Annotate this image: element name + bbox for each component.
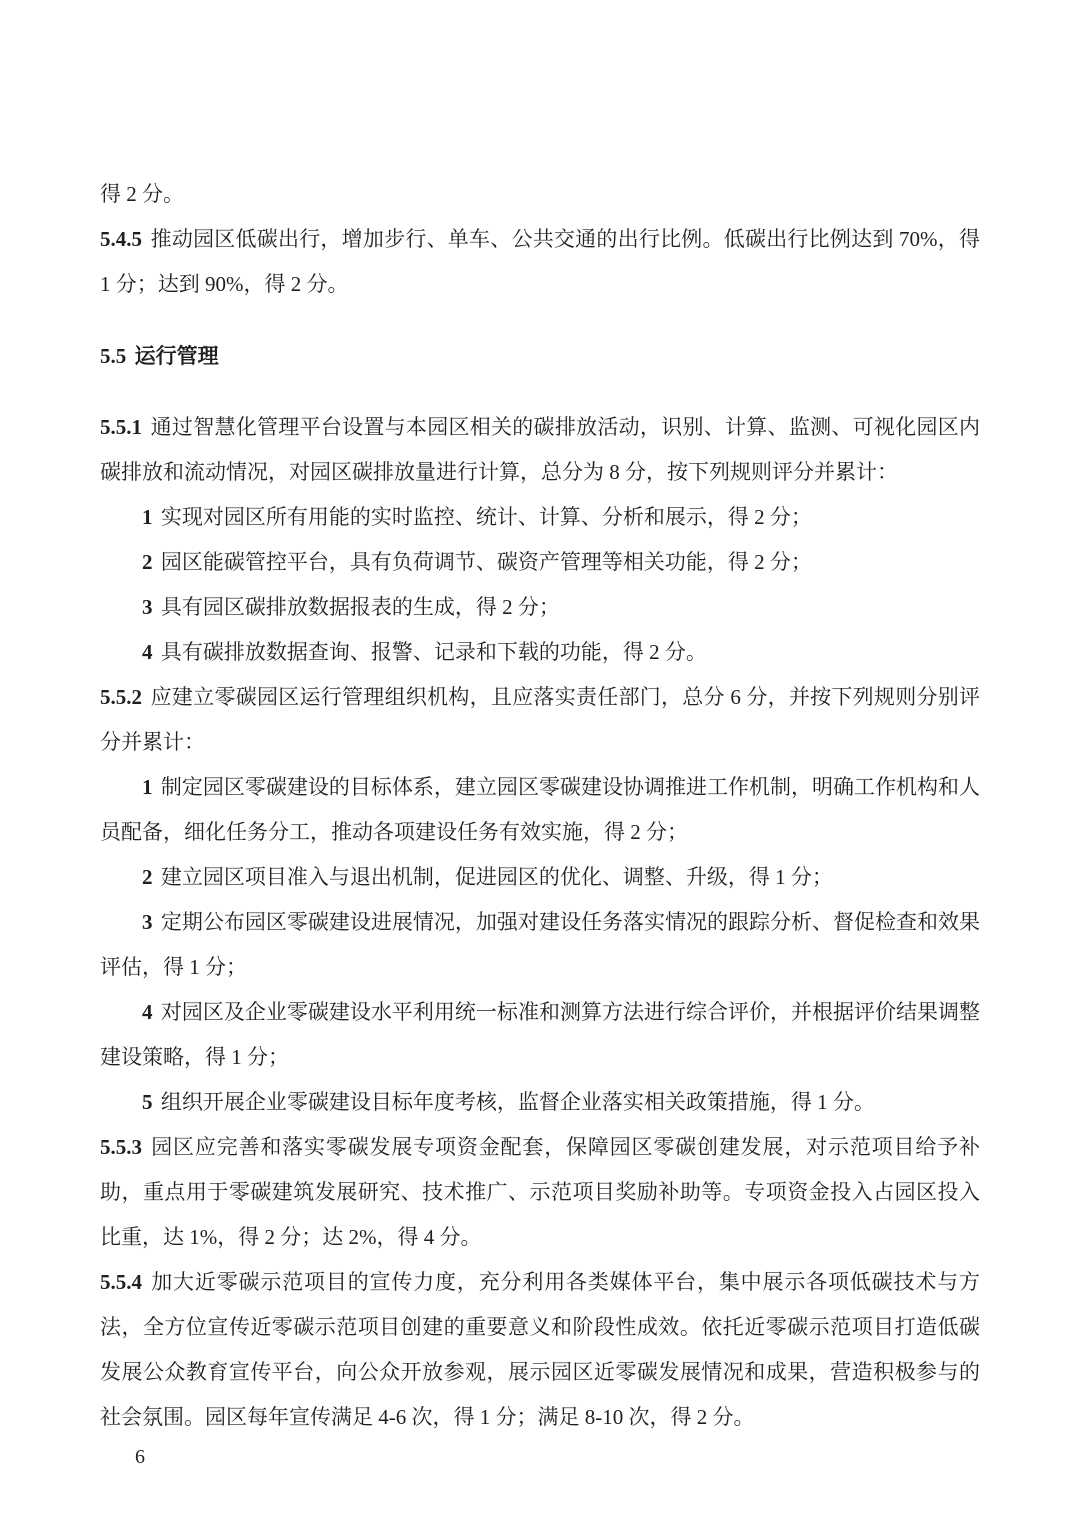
paragraph-text: 通过智慧化管理平台设置与本园区相关的碳排放活动，识别、计算、监测、可视化园区内碳排放和流动情况，对园区碳排放量进行计算，总分为 8 分，按下列规则评分并累计：: [100, 415, 980, 484]
paragraph-5-5-1: [100, 405, 980, 495]
paragraph-text: 应建立零碳园区运行管理组织机构，且应落实责任部门，总分 6 分，并按下列规则分别评分并累计：: [100, 685, 980, 754]
item-number: 5: [142, 1090, 153, 1114]
item-text: 实现对园区所有用能的实时监控、统计、计算、分析和展示，得 2 分；: [160, 505, 812, 529]
item-number: 3: [142, 595, 153, 619]
item-text: 具有碳排放数据查询、报警、记录和下载的功能，得 2 分。: [160, 640, 707, 664]
section-number: 5.5: [100, 344, 127, 368]
item-text: 对园区及企业零碳建设水平利用统一标准和测算方法进行综合评价，并根据评价结果调整建设策略，得 1 分；: [100, 1000, 980, 1069]
list-item-5-5-2-3: [100, 900, 980, 990]
item-text: 组织开展企业零碳建设目标年度考核，监督企业落实相关政策措施，得 1 分。: [160, 1090, 875, 1114]
paragraph-5-5-2: [100, 675, 980, 765]
item-number: 2: [142, 550, 153, 574]
paragraph-text: 加大近零碳示范项目的宣传力度，充分利用各类媒体平台，集中展示各项低碳技术与方法，全方位宣传近零碳示范项目创建的重要意义和阶段性成效。依托近零碳示范项目打造低碳发展公众教育宣传平台，向公众开放参观，展示园区近零碳发展情况和成果，营造积极参与的社会氛围。园区每年宣传满足 4-6 次，得 1 分；满足 8-10 次，得 2 分。: [100, 1270, 980, 1429]
paragraph-5-5-3: [100, 1125, 980, 1260]
item-number: 4: [142, 640, 153, 664]
item-text: 具有园区碳排放数据报表的生成，得 2 分；: [160, 595, 560, 619]
clause-number: 5.5.3: [100, 1135, 142, 1159]
list-item-5-5-2-4: [100, 990, 980, 1080]
item-text: 定期公布园区零碳建设进展情况，加强对建设任务落实情况的跟踪分析、督促检查和效果评估，得 1 分；: [100, 910, 980, 979]
list-item-5-5-1-1: [100, 495, 980, 540]
list-item-5-5-2-5: [100, 1080, 980, 1125]
paragraph-5-4-5: [100, 217, 980, 307]
clause-number: 5.4.5: [100, 227, 142, 251]
item-number: 4: [142, 1000, 153, 1024]
item-number: 1: [142, 505, 153, 529]
page-number: 6: [135, 1446, 145, 1468]
list-item-5-5-1-3: [100, 585, 980, 630]
list-item-5-5-2-2: [100, 855, 980, 900]
item-text: 园区能碳管控平台，具有负荷调节、碳资产管理等相关功能，得 2 分；: [160, 550, 812, 574]
paragraph-text: 园区应完善和落实零碳发展专项资金配套，保障园区零碳创建发展，对示范项目给予补助，重点用于零碳建筑发展研究、技术推广、示范项目奖励补助等。专项资金投入占园区投入比重，达 1%，得 2 分；达 2%，得 4 分。: [100, 1135, 980, 1249]
item-text: 建立园区项目准入与退出机制，促进园区的优化、调整、升级，得 1 分；: [160, 865, 833, 889]
paragraph-5-5-4: [100, 1260, 980, 1440]
clause-number: 5.5.2: [100, 685, 142, 709]
item-number: 1: [142, 775, 153, 799]
clause-number: 5.5.4: [100, 1270, 142, 1294]
list-item-5-5-1-2: [100, 540, 980, 585]
section-title: 运行管理: [134, 344, 219, 368]
paragraph-text: 推动园区低碳出行，增加步行、单车、公共交通的出行比例。低碳出行比例达到 70%，得 1 分；达到 90%，得 2 分。: [100, 227, 980, 296]
paragraph-continuation: [100, 172, 980, 217]
item-number: 3: [142, 910, 153, 934]
section-heading-5-5: [100, 334, 980, 379]
list-item-5-5-1-4: [100, 630, 980, 675]
list-item-5-5-2-1: [100, 765, 980, 855]
clause-number: 5.5.1: [100, 415, 142, 439]
item-text: 制定园区零碳建设的目标体系，建立园区零碳建设协调推进工作机制，明确工作机构和人员配备，细化任务分工，推动各项建设任务有效实施，得 2 分；: [100, 775, 980, 844]
item-number: 2: [142, 865, 153, 889]
paragraph-text: 得 2 分。: [100, 182, 184, 206]
